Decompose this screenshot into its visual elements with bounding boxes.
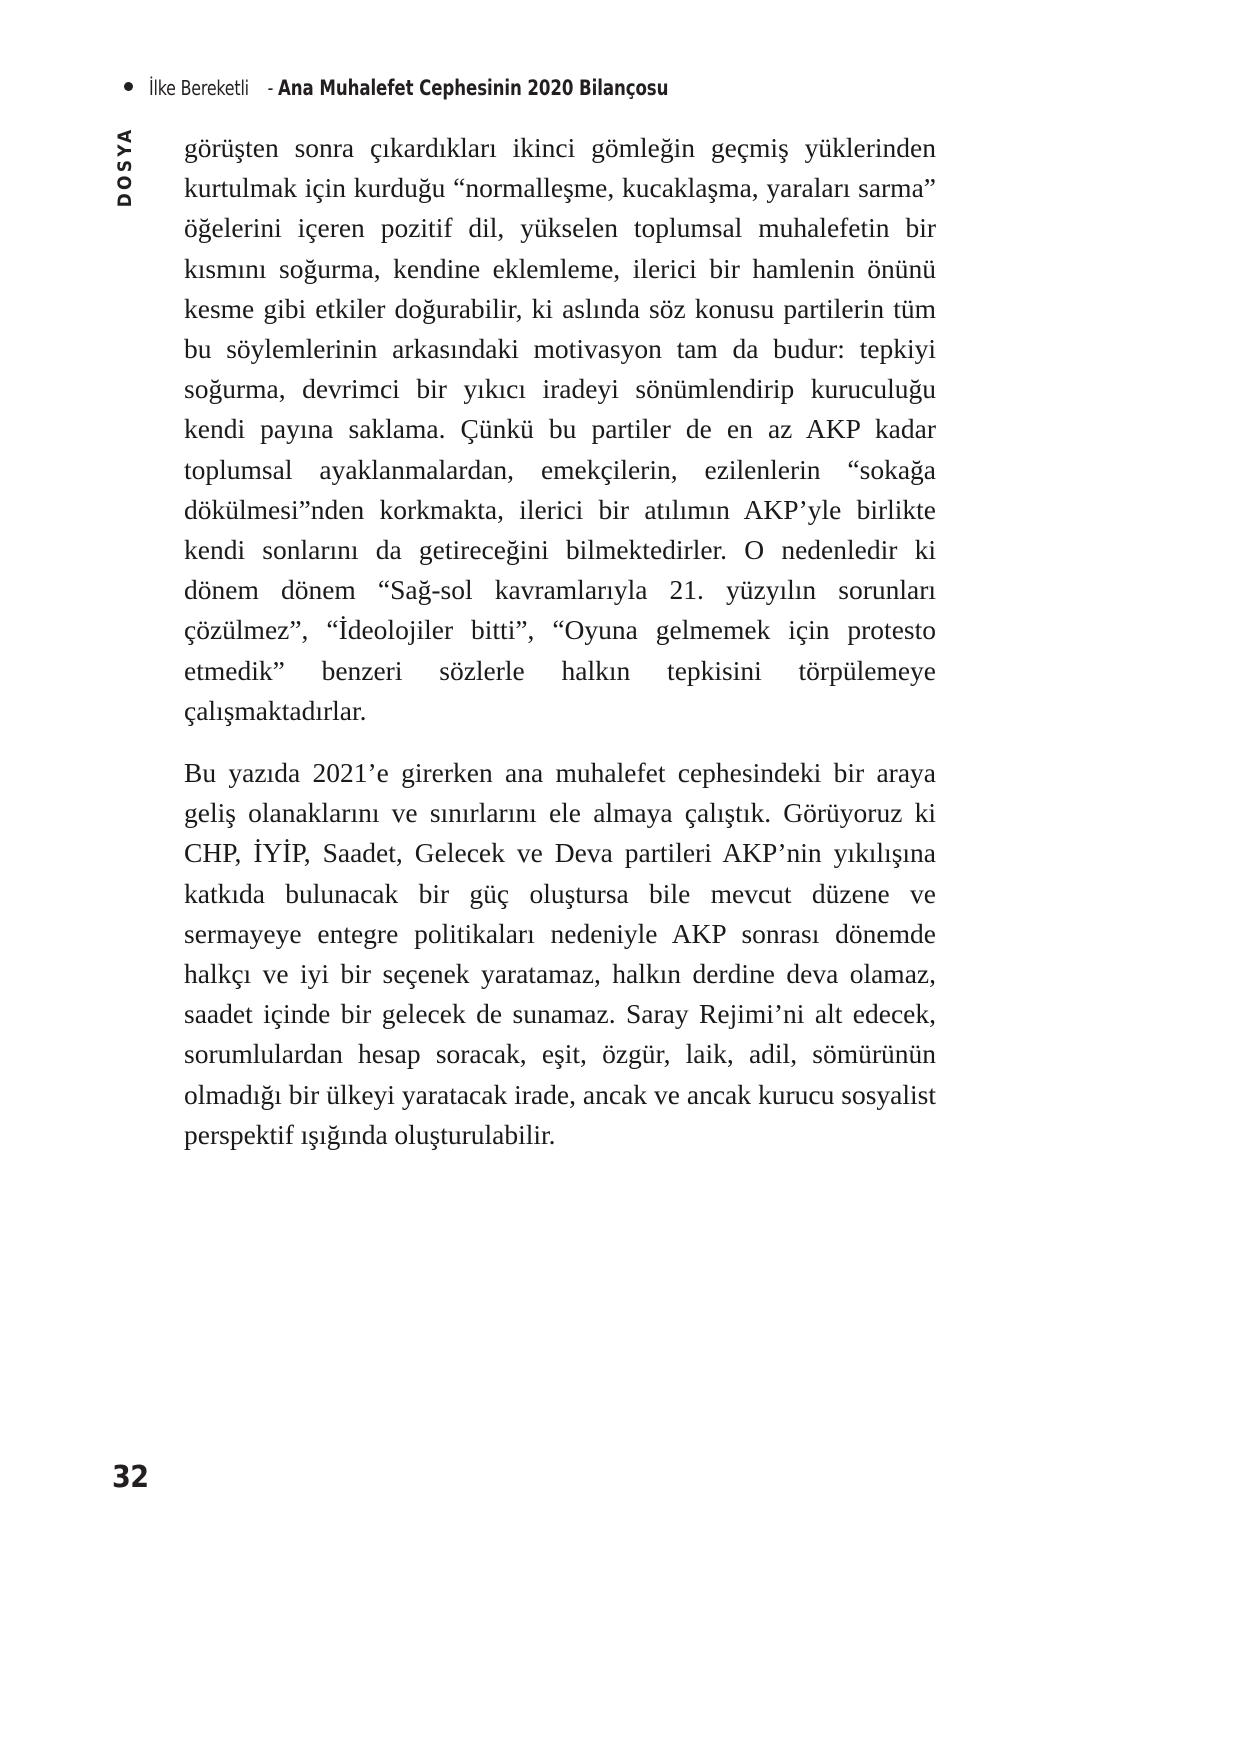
header-author: İlke Bereketli [149, 76, 249, 100]
header-article-title: Ana Muhalefet Cephesinin 2020 Bilançosu [277, 76, 669, 100]
body-paragraph: görüşten sonra çıkardıkları ikinci gömleğin geçmiş yüklerinden kurtulmak için kurduğu “normalleşme, kucaklaşma, yaraları sarma” öğelerini içeren pozitif dil, yükselen toplumsal muhalefetin bir kısmını soğurma, kendine eklemleme, ilerici bir hamlenin önünü kesme gibi etkiler doğurabilir, ki aslında söz konusu partilerin tüm bu söylemlerinin arkasındaki motivasyon tam da budur: tepkiyi soğurma, devrimci bir yıkıcı iradeyi sönümlendirip kuruculuğu kendi payına saklama. Çünkü bu partiler de en az AKP kadar toplumsal ayaklanmalardan, emekçilerin, ezilenlerin “sokağa dökülmesi”nden korkmakta, ilerici bir atılımın AKP’yle birlikte kendi sonlarını da getireceğini bilmektedirler. O nedenledir ki dönem dönem “Sağ-sol kavramlarıyla 21. yüzyılın sorunları çözülmez”, “İdeolojiler bitti”, “Oyuna gelmemek için protesto etmedik” benzeri sözlerle halkın tepkisini törpülemeye çalışmaktadırlar. [184, 132, 936, 726]
page-number: 32 [112, 1460, 149, 1495]
body-text-column [184, 128, 936, 1155]
running-header [124, 76, 721, 100]
header-separator: - [267, 76, 274, 100]
section-tab [108, 112, 142, 222]
section-tab-label: DOSYA [114, 126, 136, 208]
body-paragraph: Bu yazıda 2021’e girerken ana muhalefet cephesindeki bir araya geliş olanaklarını ve sınırlarını ele almaya çalıştık. Görüyoruz ki CHP, İYİP, Saadet, Gelecek ve Deva partileri AKP’nin yıkılışına katkıda bulunacak bir güç oluştursa bile mevcut düzene ve sermayeye entegre politikaları nedeniyle AKP sonrası dönemde halkçı ve iyi bir seçenek yaratamaz, halkın derdine deva olamaz, saadet içinde bir gelecek de sunamaz. Saray Rejimi’ni alt edecek, sorumlulardan hesap soracak, eşit, özgür, laik, adil, sömürünün olmadığı bir ülkeyi yaratacak irade, ancak ve ancak kurucu sosyalist perspektif ışığında oluşturulabilir. [184, 757, 936, 1150]
bullet-dot-icon [124, 82, 133, 91]
